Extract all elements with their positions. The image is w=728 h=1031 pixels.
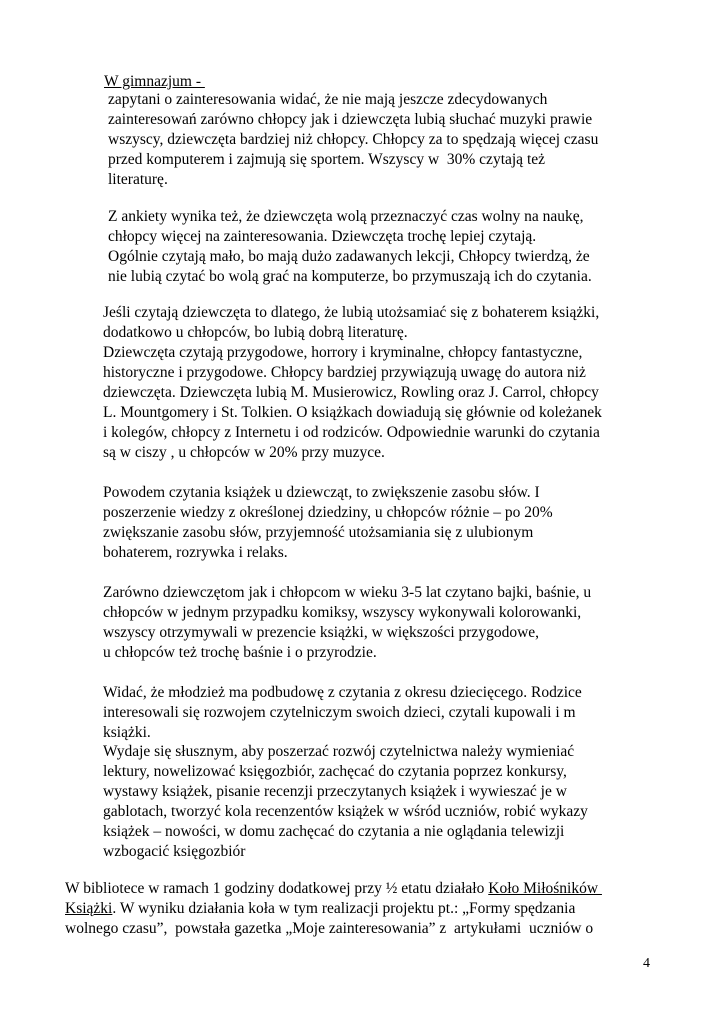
paragraph-line: Widać, że młodzież ma podbudowę z czytania z okresu dziecięcego. Rodzice xyxy=(103,684,582,701)
paragraph-line: poszerzenie wiedzy z określonej dziedziny, u chłopców różnie – po 20% xyxy=(103,504,553,521)
paragraph-line: nie lubią czytać bo wolą grać na komputerze, bo przymuszają ich do czytania. xyxy=(108,268,592,285)
club-name-link-continued: Książki xyxy=(65,900,113,917)
paragraph-line: literaturę. xyxy=(108,171,168,188)
section-heading-gimnazjum: W gimnazjum - xyxy=(104,73,205,90)
paragraph-line: Wydaje się słusznym, aby poszerzać rozwój czytelnictwa należy wymieniać xyxy=(103,743,575,760)
paragraph-line: Z ankiety wynika też, że dziewczęta wolą przeznaczyć czas wolny na naukę, xyxy=(108,208,584,225)
paragraph-text: W bibliotece w ramach 1 godziny dodatkowej przy ½ etatu działało xyxy=(65,880,489,897)
paragraph-line: są w ciszy , u chłopców w 20% przy muzyce. xyxy=(103,444,385,461)
paragraph-line: wolnego czasu”, powstała gazetka „Moje zainteresowania” z artykułami uczniów o xyxy=(65,920,594,937)
paragraph-line xyxy=(65,899,575,919)
paragraph-line: zwiększanie zasobu słów, przyjemność utożsamiania się z ulubionym xyxy=(103,524,534,541)
paragraph-line: dziewczęta. Dziewczęta lubią M. Musierowicz, Rowling oraz J. Carrol, chłopcy xyxy=(103,384,599,401)
paragraph-line: wszyscy otrzymywali w prezencie książki, w większości przygodowe, xyxy=(103,624,540,641)
paragraph-line xyxy=(65,879,602,899)
paragraph-line: L. Mountgomery i St. Tolkien. O książkach dowiadują się głównie od koleżanek xyxy=(103,404,602,421)
paragraph-line: przed komputerem i zajmują się sportem. Wszyscy w 30% czytają też xyxy=(108,151,546,168)
paragraph-line: chłopcy więcej na zainteresowania. Dziewczęta trochę lepiej czytają. xyxy=(108,228,537,245)
paragraph-text: . W wyniku działania koła w tym realizacji projektu pt.: „Formy spędzania xyxy=(112,900,576,917)
paragraph-line: książki. xyxy=(103,724,151,741)
paragraph-line: lektury, nowelizować księgozbiór, zachęcać do czytania poprzez konkursy, xyxy=(103,763,567,780)
club-name-link: Koło Miłośników xyxy=(488,880,602,897)
paragraph-line: zainteresowań zarówno chłopcy jak i dziewczęta lubią słuchać muzyki prawie xyxy=(108,111,593,128)
paragraph-line: Jeśli czytają dziewczęta to dlatego, że lubią utożsamiać się z bohaterem książki, xyxy=(103,304,600,321)
paragraph-line: u chłopców też trochę baśnie i o przyrodzie. xyxy=(103,644,377,661)
paragraph-line: gablotach, tworzyć kola recenzentów książek w wśród uczniów, robić wykazy xyxy=(103,803,588,820)
paragraph-line: historyczne i przygodowe. Chłopcy bardziej przywiązują uwagę do autora niż xyxy=(103,364,586,381)
paragraph-line: wszyscy, dziewczęta bardziej niż chłopcy. Chłopcy za to spędzają więcej czasu xyxy=(108,131,599,148)
paragraph-line: zapytani o zainteresowania widać, że nie mają jeszcze zdecydowanych xyxy=(108,91,548,108)
paragraph-line: książek – nowości, w domu zachęcać do czytania a nie oglądania telewizji xyxy=(103,823,565,840)
paragraph-line: dodatkowo u chłopców, bo lubią dobrą literaturę. xyxy=(103,324,408,341)
page-number: 4 xyxy=(643,956,650,971)
paragraph-line: Zarówno dziewczętom jak i chłopcom w wieku 3-5 lat czytano bajki, baśnie, u xyxy=(103,584,592,601)
paragraph-line: Dziewczęta czytają przygodowe, horrory i kryminalne, chłopcy fantastyczne, xyxy=(103,344,583,361)
paragraph-line: wystawy książek, pisanie recenzji przeczytanych książek i wywieszać je w xyxy=(103,783,567,800)
paragraph-line: wzbogacić księgozbiór xyxy=(103,843,246,860)
paragraph-line: i kolegów, chłopcy z Internetu i od rodziców. Odpowiednie warunki do czytania xyxy=(103,424,600,441)
paragraph-line: Ogólnie czytają mało, bo mają dużo zadawanych lekcji, Chłopcy twierdzą, że xyxy=(108,248,590,265)
paragraph-line: interesowali się rozwojem czytelniczym swoich dzieci, czytali kupowali i m xyxy=(103,704,576,721)
paragraph-line: Powodem czytania książek u dziewcząt, to zwiększenie zasobu słów. I xyxy=(103,484,540,501)
paragraph-line: bohaterem, rozrywka i relaks. xyxy=(103,544,288,561)
paragraph-line: chłopców w jednym przypadku komiksy, wszyscy wykonywali kolorowanki, xyxy=(103,604,582,621)
